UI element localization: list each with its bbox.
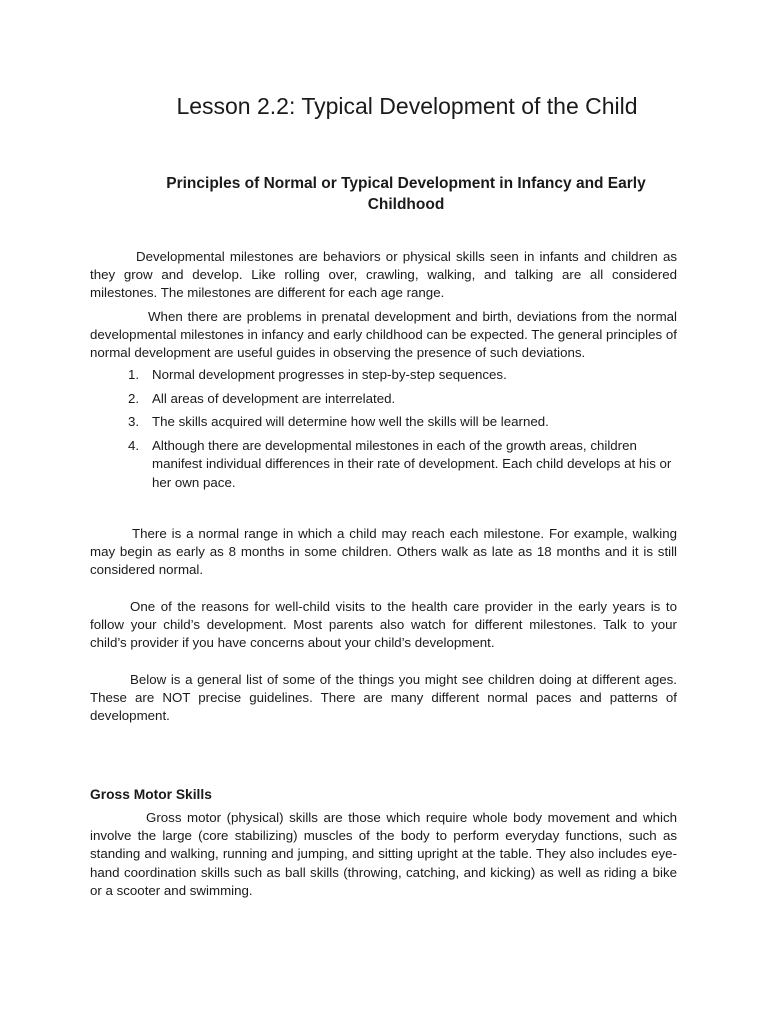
list-item [120,413,680,431]
list-item-number: 1. [128,367,140,382]
list-item-text: Normal development progresses in step-by-step sequences. [152,367,507,382]
list-item [120,437,680,492]
list-item-text: All areas of development are interrelated. [152,390,396,406]
list-item-text: The skills acquired will determine how well the skills will be learned. [152,414,549,430]
paragraph-well-child-visits: One of the reasons for well-child visits to the health care provider in the early years is to follow your child’s development. Most parents also watch for different milestones. Talk to your child’s provider if you have concerns about your child’s development. [90,599,677,651]
list-item-number: 4. [128,438,140,454]
list-item-text: Although there are developmental milestones in each of the growth areas, children manifest individual differences in their rate of development. Each child develops at his or her own pace. [152,438,672,490]
list-item [120,390,680,408]
list-item-number: 2. [128,390,140,406]
lesson-title: Lesson 2.2: Typical Development of the Child [176,93,638,119]
list-item [120,366,680,384]
paragraph-general-list: Below is a general list of some of the things you might see children doing at different ages. These are NOT precise guidelines. There are many different normal paces and patterns of development. [90,672,677,724]
paragraph-normal-range: There is a normal range in which a child may reach each milestone. For example, walking may begin as early as 8 months in some children. Others walk as late as 18 months and it is still considered normal. [90,526,677,578]
paragraph-milestones-intro: Developmental milestones are behaviors or physical skills seen in infants and children as they grow and develop. Like rolling over, crawling, walking, and talking are all considered milestones. The milestones are different for each age range. [90,249,677,301]
principles-list [120,366,680,497]
paragraph-gross-motor: Gross motor (physical) skills are those which require whole body movement and which involve the large (core stabilizing) muscles of the body to perform everyday functions, such as standing and walking, running and jumping, and sitting upright at the table. They also includes eye-hand coordination skills such as ball skills (throwing, catching, and kicking) as well as riding a bike or a scooter and swimming. [90,810,677,898]
paragraph-deviations: When there are problems in prenatal development and birth, deviations from the normal developmental milestones in infancy and early childhood can be expected. The general principles of normal development are useful guides in observing the presence of such deviations. [90,309,677,361]
list-item-number: 3. [128,414,140,430]
section-title: Principles of Normal or Typical Development in Infancy and Early Childhood [166,175,646,213]
gross-motor-heading: Gross Motor Skills [90,787,212,802]
